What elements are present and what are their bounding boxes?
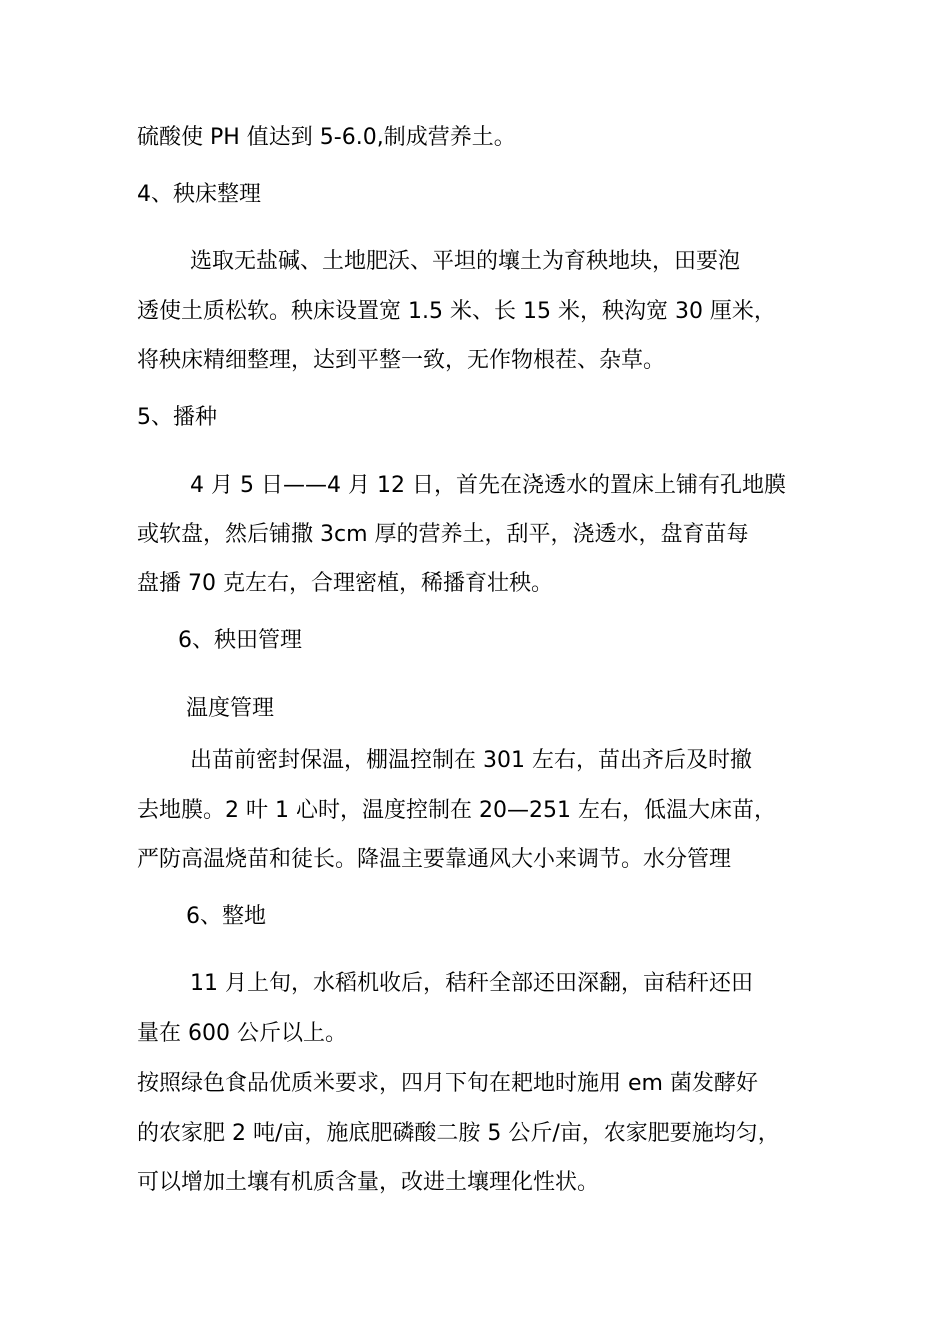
text-line: 的农家肥 2 吨/亩，施底肥磷酸二胺 5 公斤/亩，农家肥要施均匀， xyxy=(137,1121,780,1146)
section-heading: 6、整地 xyxy=(186,904,266,929)
text-line: 4 月 5 日——4 月 12 日，首先在浇透水的置床上铺有孔地膜 xyxy=(190,473,786,498)
text-line: 可以增加土壤有机质含量，改进土壤理化性状。 xyxy=(137,1170,600,1195)
text-line: 将秧床精细整理，达到平整一致，无作物根茬、杂草。 xyxy=(137,348,666,373)
text-line: 按照绿色食品优质米要求，四月下旬在耙地时施用 em 菌发酵好 xyxy=(137,1071,758,1096)
text-line: 硫酸使 PH 值达到 5-6.0,制成营养土。 xyxy=(137,125,516,150)
text-line: 盘播 70 克左右，合理密植，稀播育壮秧。 xyxy=(137,571,553,596)
section-heading: 6、秧田管理 xyxy=(178,628,302,653)
subsection-heading: 温度管理 xyxy=(186,696,275,721)
text-line: 出苗前密封保温，棚温控制在 301 左右，苗出齐后及时撤 xyxy=(190,748,752,773)
text-line: 透使土质松软。秧床设置宽 1.5 米、长 15 米，秧沟宽 30 厘米， xyxy=(137,299,776,324)
text-line: 严防高温烧苗和徒长。降温主要靠通风大小来调节。水分管理 xyxy=(137,847,732,872)
text-line: 11 月上旬，水稻机收后，秸秆全部还田深翻，亩秸秆还田 xyxy=(190,971,753,996)
text-line: 去地膜。2 叶 1 心时，温度控制在 20—251 左右，低温大床苗， xyxy=(137,798,776,823)
section-heading: 4、秧床整理 xyxy=(137,182,261,207)
text-line: 选取无盐碱、土地肥沃、平坦的壤土为育秧地块，田要泡 xyxy=(190,249,741,274)
text-line: 量在 600 公斤以上。 xyxy=(137,1021,347,1046)
text-line: 或软盘，然后铺撒 3cm 厚的营养土，刮平，浇透水，盘育苗每 xyxy=(137,522,749,547)
section-heading: 5、播种 xyxy=(137,405,217,430)
